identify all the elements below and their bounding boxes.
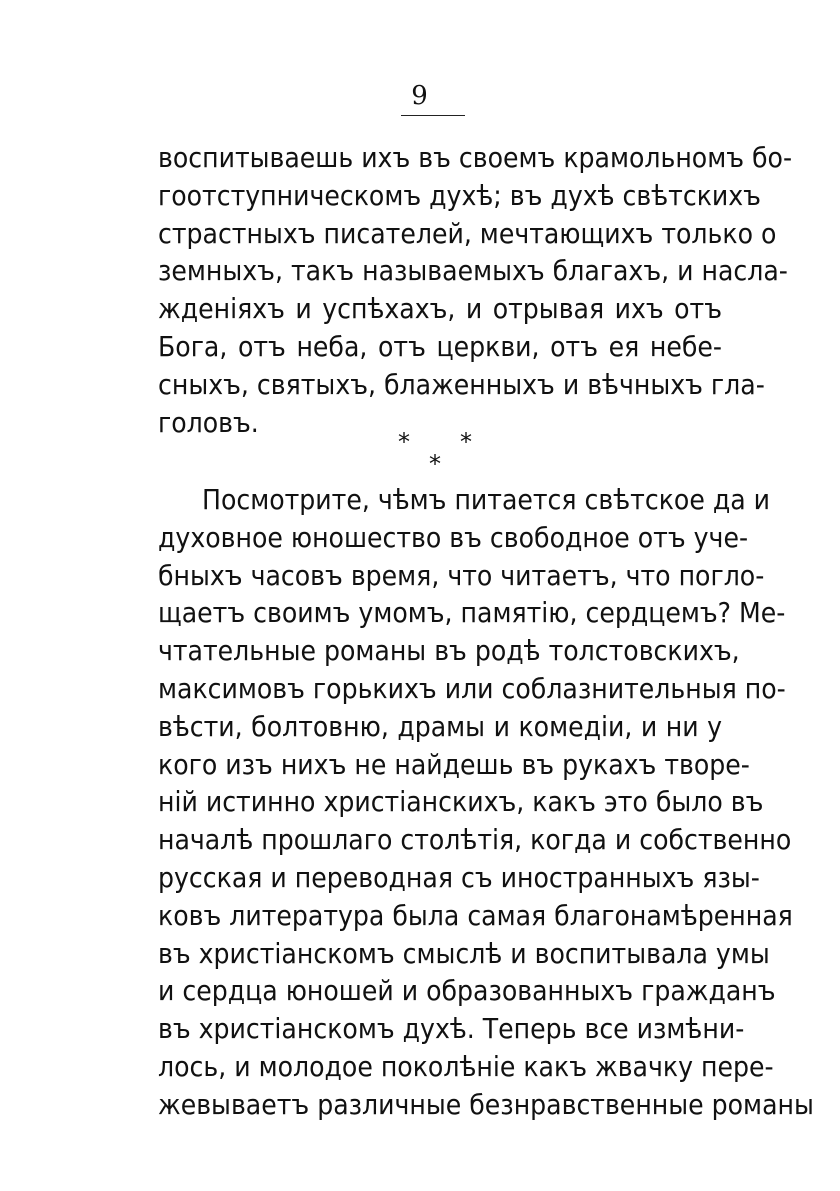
- text-line: въ христiанскомъ смыслѣ и воспитывала умы: [158, 936, 770, 970]
- paragraph-1: [158, 139, 793, 441]
- text-line: жевываетъ различные безнравственные романы: [158, 1087, 814, 1121]
- text-line: гоотступническомъ духѣ; въ духѣ свѣтскихъ: [158, 178, 761, 212]
- section-separator: [0, 430, 840, 476]
- text-line: чтательные романы въ родѣ толстовскихъ,: [158, 634, 740, 668]
- text-line: бныхъ часовъ время, что читаетъ, что погло-: [158, 558, 765, 592]
- paragraph-2: [158, 481, 814, 1124]
- text-line: ковъ литература была самая благонамѣренная: [158, 898, 793, 932]
- text-line: Бога, отъ неба, отъ церкви, отъ ея небе-: [158, 329, 722, 363]
- text-line: Посмотрите, чѣмъ питается свѣтское да и: [202, 483, 771, 516]
- separator-asterisk: *: [460, 428, 472, 456]
- separator-asterisk: *: [429, 450, 441, 478]
- text-line: максимовъ горькихъ или соблазнительныя по-: [158, 671, 786, 705]
- text-line: кого изъ нихъ не найдешь въ рукахъ творе-: [158, 747, 750, 781]
- page-number: 9: [411, 81, 429, 111]
- text-line: нiй истинно христiанскихъ, какъ это было въ: [158, 785, 764, 819]
- text-line: жденiяхъ и успѣхахъ, и отрывая ихъ отъ: [158, 292, 722, 326]
- text-line: сныхъ, святыхъ, блаженныхъ и вѣчныхъ гла-: [158, 367, 765, 401]
- text-line: духовное юношество въ свободное отъ уче-: [158, 520, 749, 554]
- text-line: воспитываешь ихъ въ своемъ крамольномъ бо-: [158, 141, 793, 174]
- text-line: земныхъ, такъ называемыхъ благахъ, и насла-: [158, 254, 788, 288]
- separator-bottom-row: [425, 452, 445, 476]
- text-line: головъ.: [158, 405, 259, 439]
- text-line: щаетъ своимъ умомъ, памятiю, сердцемъ? Ме-: [158, 596, 786, 630]
- text-line: русская и переводная съ иностранныхъ язы-: [158, 860, 760, 894]
- text-line: лось, и молодое поколѣнiе какъ жвачку пере-: [158, 1049, 774, 1083]
- text-line: въ христiанскомъ духѣ. Теперь все измѣни-: [158, 1012, 745, 1046]
- text-line: вѣсти, болтовню, драмы и комедiи, и ни у: [158, 709, 722, 743]
- text-line: началѣ прошлаго столѣтiя, когда и собственно: [158, 823, 792, 857]
- text-line: страстныхъ писателей, мечтающихъ только о: [158, 216, 777, 250]
- separator-asterisk: *: [398, 428, 410, 456]
- page-number-rule: [401, 115, 465, 116]
- text-line: и сердца юношей и образованныхъ гражданъ: [158, 974, 776, 1008]
